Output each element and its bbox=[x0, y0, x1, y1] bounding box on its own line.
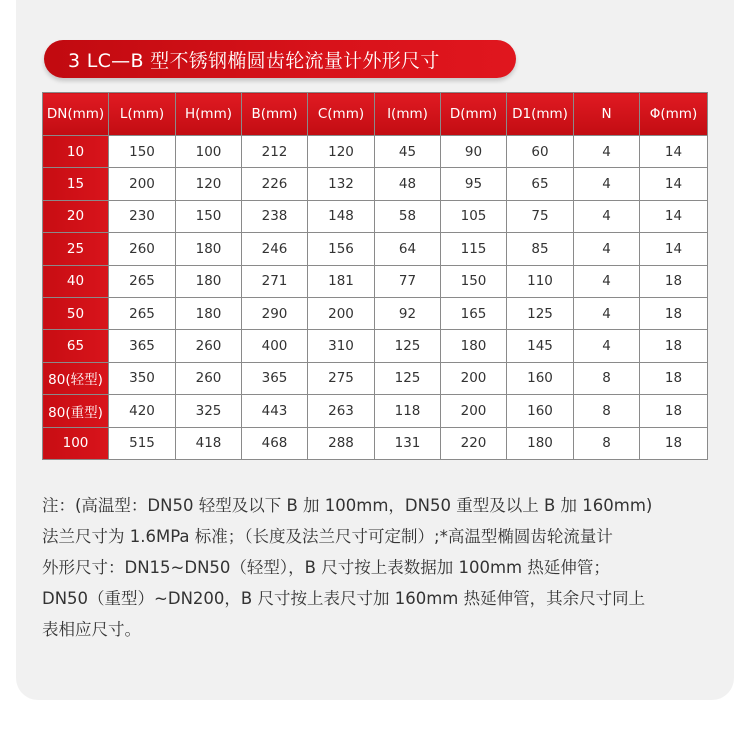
table-cell: 58 bbox=[375, 200, 441, 232]
table-cell: 18 bbox=[640, 362, 708, 394]
table-cell: 260 bbox=[176, 330, 242, 362]
table-cell: 365 bbox=[109, 330, 176, 362]
table-cell: 14 bbox=[640, 233, 708, 265]
table-cell: 120 bbox=[176, 168, 242, 200]
note-line: 外形尺寸：DN15~DN50（轻型），B 尺寸按上表数据加 100mm 热延伸管； bbox=[42, 558, 610, 577]
table-row bbox=[43, 427, 708, 459]
table-cell: 238 bbox=[242, 200, 308, 232]
table-cell: 18 bbox=[640, 297, 708, 329]
table-cell: 14 bbox=[640, 136, 708, 168]
table-row bbox=[43, 200, 708, 232]
table-cell: 180 bbox=[441, 330, 507, 362]
table-cell: 180 bbox=[507, 427, 574, 459]
table-cell: 310 bbox=[308, 330, 375, 362]
table-row bbox=[43, 362, 708, 394]
table-cell: 125 bbox=[375, 362, 441, 394]
note-line: 注：(高温型：DN50 轻型及以下 B 加 100mm，DN50 重型及以上 B 加 160mm) bbox=[42, 496, 653, 515]
table-cell: 468 bbox=[242, 427, 308, 459]
column-header: N bbox=[574, 93, 640, 136]
table-cell: 18 bbox=[640, 395, 708, 427]
table-cell: 275 bbox=[308, 362, 375, 394]
table-cell: 181 bbox=[308, 265, 375, 297]
row-header-cell: 20 bbox=[43, 200, 109, 232]
table-cell: 118 bbox=[375, 395, 441, 427]
row-header-cell: 50 bbox=[43, 297, 109, 329]
table-cell: 325 bbox=[176, 395, 242, 427]
row-header-cell: 10 bbox=[43, 136, 109, 168]
table-cell: 8 bbox=[574, 362, 640, 394]
table-cell: 14 bbox=[640, 200, 708, 232]
table-cell: 160 bbox=[507, 362, 574, 394]
table-cell: 4 bbox=[574, 168, 640, 200]
table-cell: 180 bbox=[176, 265, 242, 297]
table-cell: 60 bbox=[507, 136, 574, 168]
note-line: 表相应尺寸。 bbox=[42, 620, 141, 639]
row-header-cell: 100 bbox=[43, 427, 109, 459]
row-header-cell: 80(重型) bbox=[43, 395, 109, 427]
title-banner bbox=[44, 40, 516, 78]
table-cell: 200 bbox=[308, 297, 375, 329]
column-header: L(mm) bbox=[109, 93, 176, 136]
table-cell: 246 bbox=[242, 233, 308, 265]
table-cell: 200 bbox=[441, 362, 507, 394]
table-cell: 260 bbox=[109, 233, 176, 265]
table-cell: 18 bbox=[640, 265, 708, 297]
column-header: B(mm) bbox=[242, 93, 308, 136]
table-cell: 165 bbox=[441, 297, 507, 329]
table-cell: 64 bbox=[375, 233, 441, 265]
table-cell: 260 bbox=[176, 362, 242, 394]
table-cell: 145 bbox=[507, 330, 574, 362]
table-cell: 18 bbox=[640, 427, 708, 459]
page-title: 3 LC—B 型不锈钢椭圆齿轮流量计外形尺寸 bbox=[68, 49, 440, 72]
note-line: DN50（重型）~DN200，B 尺寸按上表尺寸加 160mm 热延伸管，其余尺寸同上 bbox=[42, 589, 646, 608]
table-cell: 265 bbox=[109, 265, 176, 297]
table-cell: 200 bbox=[441, 395, 507, 427]
table-cell: 65 bbox=[507, 168, 574, 200]
dimension-table bbox=[42, 92, 708, 460]
table-cell: 120 bbox=[308, 136, 375, 168]
table-cell: 125 bbox=[507, 297, 574, 329]
column-header: D1(mm) bbox=[507, 93, 574, 136]
column-header: D(mm) bbox=[441, 93, 507, 136]
table-row bbox=[43, 265, 708, 297]
table-cell: 150 bbox=[176, 200, 242, 232]
table-cell: 226 bbox=[242, 168, 308, 200]
row-header-cell: 15 bbox=[43, 168, 109, 200]
table-row bbox=[43, 136, 708, 168]
table-cell: 271 bbox=[242, 265, 308, 297]
table-cell: 365 bbox=[242, 362, 308, 394]
table-cell: 148 bbox=[308, 200, 375, 232]
table-cell: 515 bbox=[109, 427, 176, 459]
table-cell: 150 bbox=[441, 265, 507, 297]
table-cell: 18 bbox=[640, 330, 708, 362]
table-cell: 263 bbox=[308, 395, 375, 427]
table-row bbox=[43, 168, 708, 200]
table-row bbox=[43, 330, 708, 362]
table-cell: 8 bbox=[574, 427, 640, 459]
table-cell: 92 bbox=[375, 297, 441, 329]
table-cell: 95 bbox=[441, 168, 507, 200]
table-cell: 90 bbox=[441, 136, 507, 168]
table-cell: 132 bbox=[308, 168, 375, 200]
table-cell: 200 bbox=[109, 168, 176, 200]
table-cell: 4 bbox=[574, 265, 640, 297]
table-cell: 125 bbox=[375, 330, 441, 362]
table-cell: 230 bbox=[109, 200, 176, 232]
table-cell: 8 bbox=[574, 395, 640, 427]
table-cell: 100 bbox=[176, 136, 242, 168]
row-header-cell: 40 bbox=[43, 265, 109, 297]
table-cell: 115 bbox=[441, 233, 507, 265]
table-cell: 105 bbox=[441, 200, 507, 232]
table-row bbox=[43, 233, 708, 265]
column-header: Φ(mm) bbox=[640, 93, 708, 136]
table-cell: 443 bbox=[242, 395, 308, 427]
notes-block bbox=[42, 490, 714, 645]
table-cell: 4 bbox=[574, 136, 640, 168]
table-cell: 85 bbox=[507, 233, 574, 265]
column-header: H(mm) bbox=[176, 93, 242, 136]
table-cell: 77 bbox=[375, 265, 441, 297]
table-cell: 48 bbox=[375, 168, 441, 200]
row-header-cell: 80(轻型) bbox=[43, 362, 109, 394]
table-cell: 110 bbox=[507, 265, 574, 297]
table-cell: 220 bbox=[441, 427, 507, 459]
row-header-cell: 25 bbox=[43, 233, 109, 265]
table-cell: 180 bbox=[176, 233, 242, 265]
row-header-cell: 65 bbox=[43, 330, 109, 362]
table-cell: 4 bbox=[574, 330, 640, 362]
table-cell: 75 bbox=[507, 200, 574, 232]
table-cell: 45 bbox=[375, 136, 441, 168]
table-cell: 160 bbox=[507, 395, 574, 427]
table-cell: 350 bbox=[109, 362, 176, 394]
table-cell: 418 bbox=[176, 427, 242, 459]
table-cell: 180 bbox=[176, 297, 242, 329]
table-cell: 131 bbox=[375, 427, 441, 459]
note-line: 法兰尺寸为 1.6MPa 标准；（长度及法兰尺寸可定制）;*高温型椭圆齿轮流量计 bbox=[42, 527, 613, 546]
table-cell: 400 bbox=[242, 330, 308, 362]
column-header: DN(mm) bbox=[43, 93, 109, 136]
table-cell: 14 bbox=[640, 168, 708, 200]
table-body bbox=[43, 136, 708, 460]
column-header: C(mm) bbox=[308, 93, 375, 136]
table-cell: 4 bbox=[574, 297, 640, 329]
table-cell: 290 bbox=[242, 297, 308, 329]
table-cell: 4 bbox=[574, 200, 640, 232]
table-cell: 265 bbox=[109, 297, 176, 329]
column-header: I(mm) bbox=[375, 93, 441, 136]
table-header-row bbox=[43, 93, 708, 136]
table-cell: 212 bbox=[242, 136, 308, 168]
table-cell: 288 bbox=[308, 427, 375, 459]
table-row bbox=[43, 395, 708, 427]
table-row bbox=[43, 297, 708, 329]
table-cell: 4 bbox=[574, 233, 640, 265]
table-cell: 420 bbox=[109, 395, 176, 427]
table-cell: 150 bbox=[109, 136, 176, 168]
table-cell: 156 bbox=[308, 233, 375, 265]
